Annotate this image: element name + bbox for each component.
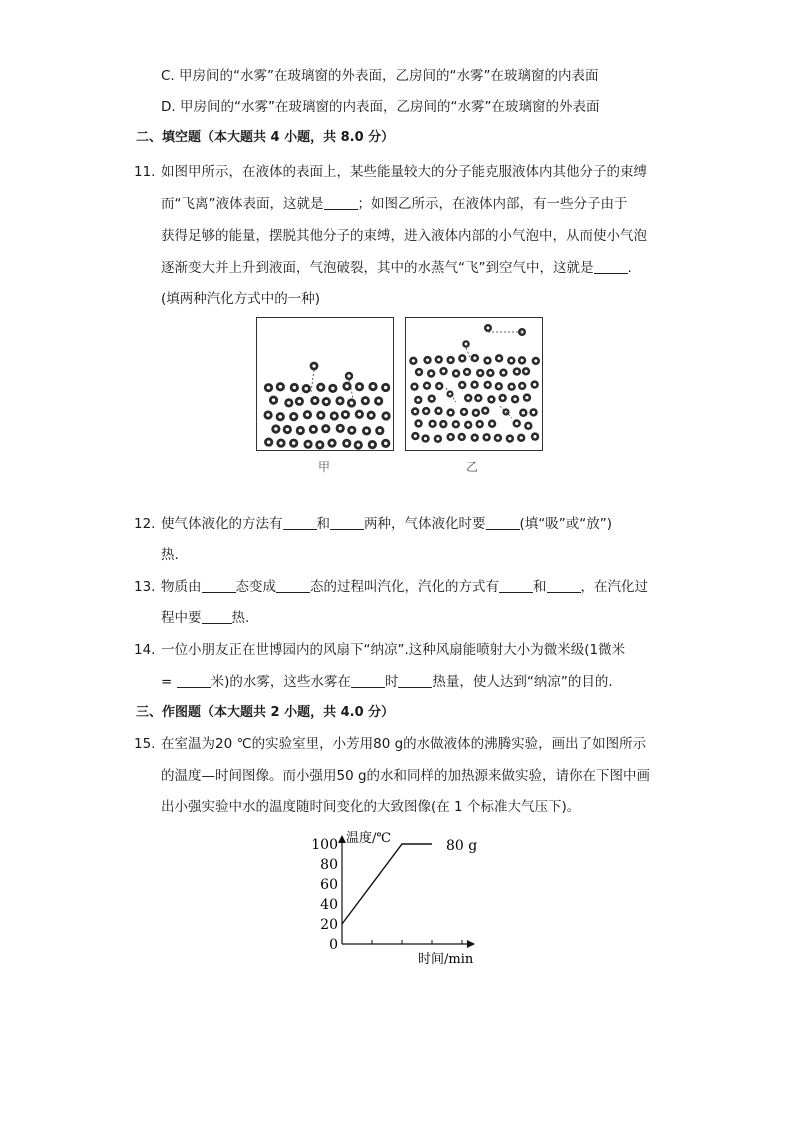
molecule-icon [347, 426, 356, 435]
q13-c: 态的过程叫汽化，汽化的方式有 [310, 579, 499, 595]
question-15-number: 15. [134, 736, 156, 752]
q11-line2 [161, 194, 628, 214]
molecule-icon [532, 357, 540, 365]
molecule-icon [354, 440, 363, 449]
q13-e: ，在汽化过 [580, 579, 648, 595]
q11-line1: 如图甲所示，在液体的表面上，某些能量较大的分子能克服液体内其他分子的束缚 [161, 164, 647, 180]
molecule-icon [446, 356, 454, 364]
q12-d: (填“吸”或“放”) [519, 516, 613, 532]
molecule-icon [276, 412, 285, 421]
molecule-icon [303, 410, 312, 419]
answer-blank[interactable] [283, 515, 317, 530]
molecule-icon [264, 383, 273, 392]
molecule-icon [475, 420, 483, 428]
molecule-icon [486, 369, 494, 377]
molecule-icon [316, 411, 325, 420]
molecule-icon [303, 440, 312, 449]
molecule-icon [284, 398, 293, 407]
molecule-icon [518, 356, 526, 364]
q12-line1 [161, 514, 612, 534]
molecule-icon [328, 384, 337, 393]
molecule-diagram-surface [257, 318, 393, 450]
molecule-icon [411, 432, 419, 440]
molecule-icon [423, 381, 431, 389]
y-axis-arrow [338, 835, 346, 843]
q11-line4-b: . [627, 260, 632, 276]
molecule-icon [290, 383, 299, 392]
molecule-icon [522, 367, 530, 375]
molecule-icon [381, 439, 390, 448]
molecule-diagram-bubbles [406, 318, 542, 450]
molecule-icon [519, 409, 527, 417]
molecule-icon [462, 340, 470, 348]
question-13-number: 13. [134, 579, 156, 595]
q12-b: 和 [316, 516, 330, 532]
answer-blank[interactable] [351, 673, 385, 688]
molecule-icon [421, 434, 429, 442]
series-line-80g [342, 844, 432, 924]
q13-d: 和 [533, 579, 547, 595]
q11-line3: 获得足够的能量，摆脱其他分子的束缚，进入液体内部的小气泡中，从而使小气泡 [161, 228, 647, 244]
answer-blank[interactable] [594, 259, 628, 274]
molecule-icon [330, 411, 339, 420]
molecule-icon [414, 396, 422, 404]
molecule-icon [483, 356, 491, 364]
molecule-icon [524, 422, 532, 430]
answer-blank[interactable] [276, 578, 310, 593]
answer-blank[interactable] [499, 578, 533, 593]
molecule-icon [529, 408, 537, 416]
molecule-icon [476, 369, 484, 377]
y-axis-label: 温度/℃ [346, 831, 391, 846]
molecule-icon [414, 419, 422, 427]
q11-line4-a: 逐渐变大并上升到液面，气泡破裂，其中的水蒸气“飞”到空气中，这就是 [161, 260, 594, 276]
q11-line4 [161, 258, 632, 278]
trajectory-dash [500, 406, 512, 418]
figure-caption-jia: 甲 [318, 460, 331, 474]
q13-line1 [161, 577, 648, 597]
molecule-icon [341, 410, 350, 419]
molecule-icon [435, 382, 443, 390]
y-tick-label: 20 [320, 917, 338, 933]
molecule-icon [335, 396, 344, 405]
q15-line2: 的温度—时间图像。而小强用50 g的水和同样的加热源来做实验，请你在下图中画 [161, 768, 651, 784]
x-axis-arrow [467, 940, 475, 948]
molecule-icon [310, 396, 319, 405]
molecule-icon [439, 367, 447, 375]
molecule-icon [498, 394, 506, 402]
molecule-icon [411, 407, 419, 415]
answer-blank[interactable] [177, 673, 211, 688]
molecule-icon [452, 420, 460, 428]
option-c: C. 甲房间的“水雾”在玻璃窗的外表面，乙房间的“水雾”在玻璃窗的内表面 [161, 68, 599, 84]
molecule-icon [435, 355, 443, 363]
q12-a: 使气体液化的方法有 [161, 516, 283, 532]
molecule-icon [276, 438, 285, 447]
molecule-icon [471, 354, 479, 362]
molecule-icon [523, 393, 531, 401]
molecule-icon [458, 381, 466, 389]
molecule-icon [269, 396, 278, 405]
molecule-icon [517, 434, 525, 442]
option-d: D. 甲房间的“水雾”在玻璃窗的内表面，乙房间的“水雾”在玻璃窗的外表面 [161, 99, 600, 115]
molecule-icon [355, 382, 364, 391]
molecule-icon [434, 407, 442, 415]
q15-line1: 在室温为20 ℃的实验室里，小芳用80 g的水做液体的沸腾实验，画出了如图所示 [161, 736, 647, 752]
molecule-icon [507, 382, 515, 390]
molecule-icon [375, 426, 384, 435]
q13-g: 热. [231, 610, 250, 626]
temperature-time-chart [290, 820, 500, 970]
molecule-icon [460, 408, 468, 416]
y-tick-label: 60 [320, 877, 338, 893]
figure-jia-evaporation [256, 317, 394, 451]
section-2-heading: 二、填空题（本大题共 4 小题，共 8.0 分） [136, 130, 395, 145]
q11-line2-a: 而“飞离”液体表面，这就是 [161, 196, 324, 212]
q13-b: 态变成 [235, 579, 276, 595]
molecule-icon [530, 380, 538, 388]
q14-b: = [161, 674, 173, 690]
answer-blank[interactable] [202, 578, 236, 593]
molecule-icon [264, 437, 273, 446]
q14-line1: 一位小朋友正在世博园内的风扇下“纳凉”.这种风扇能喷射大小为微米级(1微米 [161, 642, 626, 658]
molecule-icon [289, 412, 298, 421]
molecule-icon [263, 410, 272, 419]
y-tick-label: 100 [311, 837, 338, 853]
molecule-icon [484, 324, 492, 332]
molecule-icon [488, 420, 496, 428]
q14-c: 米)的水雾，这些水雾在 [210, 674, 351, 690]
q14-line2 [161, 672, 613, 692]
q12-line2: 热. [161, 547, 179, 563]
molecule-icon [481, 406, 489, 414]
molecule-icon [415, 368, 423, 376]
answer-blank[interactable] [486, 515, 520, 530]
molecule-icon [410, 382, 418, 390]
question-11-number: 11. [134, 164, 156, 180]
q11-line2-b: ；如图乙所示，在液体内部，有一些分子由于 [357, 196, 628, 212]
q11-line5: (填两种汽化方式中的一种) [161, 291, 321, 307]
question-12-number: 12. [134, 516, 156, 532]
molecule-icon [347, 398, 356, 407]
molecule-icon [362, 426, 371, 435]
q13-line2 [161, 608, 249, 628]
molecule-icon [458, 354, 466, 362]
molecule-icon [446, 390, 453, 397]
molecule-icon [464, 394, 472, 402]
answer-blank[interactable] [324, 195, 358, 210]
q13-a: 物质由 [161, 579, 202, 595]
molecule-icon [316, 383, 325, 392]
molecule-icon [276, 382, 285, 391]
molecule-icon [495, 354, 503, 362]
molecule-icon [487, 395, 495, 403]
molecule-icon [321, 424, 330, 433]
molecule-icon [482, 433, 490, 441]
molecule-icon [463, 368, 471, 376]
molecule-icon [427, 369, 435, 377]
molecule-icon [495, 382, 503, 390]
q13-f: 程中要 [161, 610, 202, 626]
molecule-icon [296, 426, 305, 435]
molecule-icon [513, 419, 521, 427]
molecule-icon [446, 408, 454, 416]
section-3-heading: 三、作图题（本大题共 2 小题，共 4.0 分） [136, 705, 395, 720]
molecule-icon [518, 382, 526, 390]
figure-caption-yi: 乙 [466, 460, 479, 474]
molecule-icon [483, 381, 491, 389]
molecule-icon [345, 372, 353, 380]
molecule-icon [464, 421, 472, 429]
molecule-icon [289, 439, 298, 448]
molecule-icon [506, 434, 514, 442]
x-axis-label: 时间/min [418, 952, 474, 967]
molecule-icon [355, 410, 364, 419]
molecule-icon [531, 432, 539, 440]
molecule-icon [322, 397, 331, 406]
molecule-icon [295, 397, 304, 406]
molecule-icon [368, 440, 377, 449]
y-tick-label: 80 [320, 857, 338, 873]
molecule-icon [428, 394, 436, 402]
molecule-icon [327, 438, 336, 447]
molecule-icon [439, 420, 447, 428]
molecule-icon [283, 425, 292, 434]
trajectory-dash [311, 370, 314, 392]
trajectory-dash [466, 348, 472, 362]
molecule-icon [428, 420, 436, 428]
molecule-icon [434, 435, 442, 443]
molecule-icon [452, 369, 460, 377]
molecule-icon [474, 394, 482, 402]
molecule-icon [471, 433, 479, 441]
molecule-icon [423, 356, 431, 364]
answer-blank[interactable] [202, 609, 232, 624]
molecule-icon [310, 362, 319, 371]
question-14-number: 14. [134, 642, 156, 658]
molecule-icon [367, 411, 376, 420]
q15-line3: 出小强实验中水的温度随时间变化的大致图像(在 1 个标准大气压下)。 [161, 799, 581, 815]
molecule-icon [511, 395, 519, 403]
molecule-icon [422, 407, 430, 415]
molecule-icon [374, 396, 383, 405]
molecule-icon [458, 433, 466, 441]
molecule-icon [368, 382, 377, 391]
q12-c: 两种，气体液化时要 [364, 516, 486, 532]
y-tick-label: 40 [320, 897, 338, 913]
molecule-icon [302, 384, 311, 393]
series-label: 80 g [446, 838, 478, 854]
molecule-icon [507, 356, 515, 364]
molecule-icon [446, 433, 454, 441]
answer-blank[interactable] [398, 673, 432, 688]
answer-blank[interactable] [547, 578, 581, 593]
molecule-icon [472, 409, 480, 417]
q14-e: 热量，使人达到“纳凉”的目的. [432, 674, 613, 690]
y-tick-label: 0 [329, 937, 338, 953]
molecule-icon [271, 424, 280, 433]
molecule-icon [361, 396, 370, 405]
answer-blank[interactable] [330, 515, 364, 530]
molecule-icon [470, 381, 478, 389]
molecule-icon [499, 368, 507, 376]
figure-yi-boiling [405, 317, 543, 451]
molecule-icon [381, 411, 390, 420]
molecule-icon [494, 434, 502, 442]
molecule-icon [409, 357, 417, 365]
molecule-icon [342, 439, 351, 448]
molecule-icon [336, 424, 345, 433]
molecule-icon [342, 382, 351, 391]
molecule-icon [381, 383, 390, 392]
molecule-icon [513, 367, 521, 375]
molecule-icon [315, 440, 324, 449]
molecule-icon [309, 425, 318, 434]
q14-d: 时 [384, 674, 399, 690]
